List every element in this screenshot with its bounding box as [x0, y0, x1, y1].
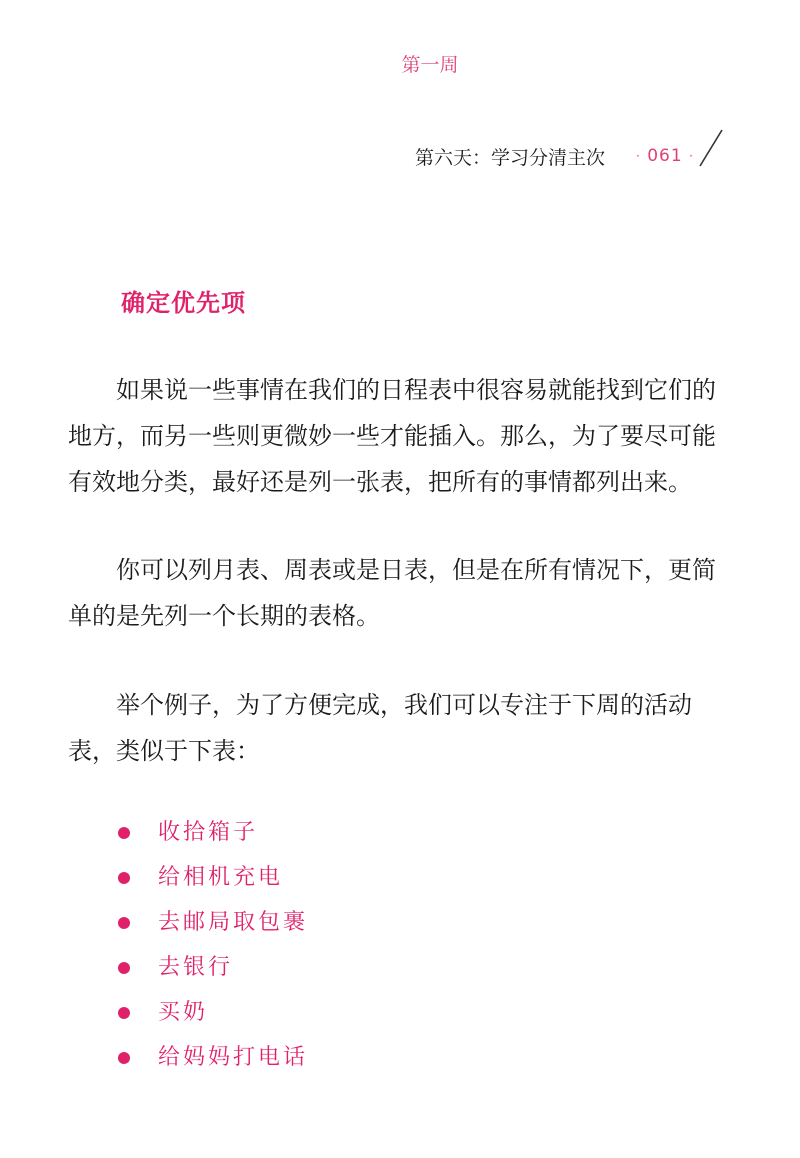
bullet-icon: [118, 1052, 130, 1064]
section-title: 确定优先项: [121, 289, 246, 317]
slash-decoration: [698, 128, 724, 168]
week-label: 第一周: [401, 54, 459, 76]
list-item: [118, 860, 308, 905]
todo-list: [118, 815, 308, 1085]
paragraph-1: 如果说一些事情在我们的日程表中很容易就能找到它们的地方，而另一些则更微妙一些才能插入。那么，为了要尽可能有效地分类，最好还是列一张表，把所有的事情都列出来。: [68, 376, 716, 496]
paragraph-2: 你可以列月表、周表或是日表，但是在所有情况下，更简单的是先列一个长期的表格。: [68, 556, 716, 630]
bullet-icon: [118, 872, 130, 884]
list-item-text: 去邮局取包裹: [158, 910, 309, 935]
bullet-icon: [118, 917, 130, 929]
list-item-text: 买奶: [158, 1000, 209, 1025]
bullet-icon: [118, 827, 130, 839]
page-number-dot-left: ·: [636, 149, 641, 163]
running-head: 第六天：学习分清主次: [415, 147, 606, 169]
list-item: [118, 815, 308, 860]
list-item-text: 收拾箱子: [158, 820, 259, 845]
list-item-text: 给相机充电: [158, 865, 284, 890]
list-item: [118, 905, 308, 950]
page-number-value: 061: [647, 146, 683, 166]
page-number: [636, 146, 694, 166]
list-item: [118, 1040, 308, 1085]
paragraph-3: 举个例子，为了方便完成，我们可以专注于下周的活动表，类似于下表：: [68, 691, 692, 765]
list-item: [118, 995, 308, 1040]
bullet-icon: [118, 962, 130, 974]
page-number-dot-right: ·: [689, 149, 694, 163]
bullet-icon: [118, 1007, 130, 1019]
list-item: [118, 950, 308, 995]
list-item-text: 给妈妈打电话: [158, 1045, 309, 1070]
list-item-text: 去银行: [158, 955, 234, 980]
